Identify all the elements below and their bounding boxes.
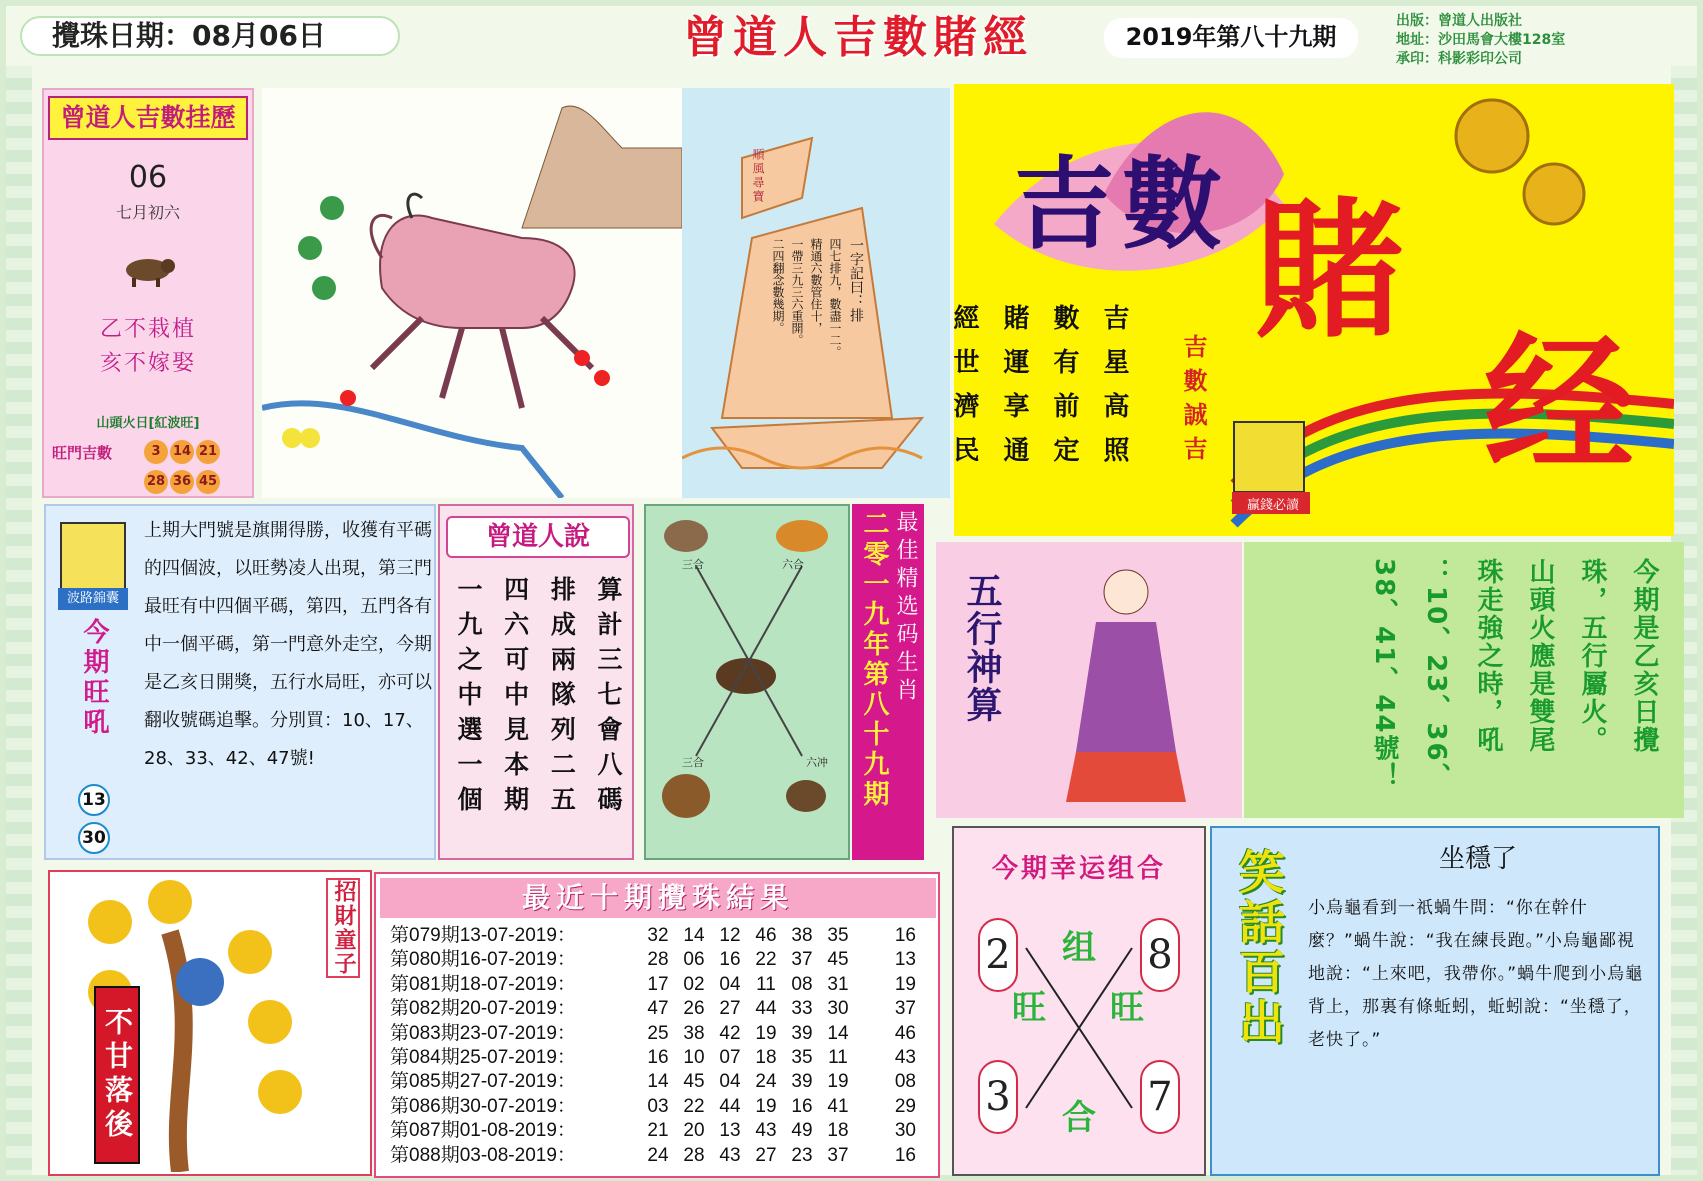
result-number: 44 — [755, 998, 777, 1020]
result-number: 49 — [791, 1120, 813, 1142]
result-number: 33 — [791, 998, 813, 1020]
calendar-day: 06 — [128, 160, 168, 195]
result-special-number: 19 — [894, 973, 916, 995]
result-period: 第086期30-07-2019： — [390, 1095, 576, 1117]
ship-illustration — [682, 88, 950, 498]
combo-char: 旺 — [1110, 988, 1144, 1028]
result-number: 27 — [755, 1144, 777, 1166]
result-number: 21 — [647, 1120, 669, 1142]
zodiac-label: 三合 — [682, 756, 704, 769]
result-number: 19 — [755, 1022, 777, 1044]
result-number: 08 — [791, 973, 813, 995]
address-line: 地址：沙田馬會大樓128室 — [1396, 32, 1566, 48]
lucky-ball: 36 — [170, 470, 194, 494]
results-title: 最近十期攪珠結果 — [380, 878, 936, 918]
result-row — [390, 997, 930, 1021]
result-number: 30 — [827, 998, 849, 1020]
result-number: 11 — [756, 973, 776, 995]
result-special-number: 29 — [894, 1095, 916, 1117]
ship-poem-line: 一帶三九三六重開。 — [790, 238, 804, 346]
banner-poem-col: 賭運享通 — [999, 304, 1029, 480]
result-number: 14 — [647, 1071, 669, 1093]
result-number: 06 — [683, 949, 705, 971]
ox-illustration — [262, 88, 682, 498]
ship-flag-text: 順風尋寶 — [751, 148, 765, 204]
wuxing-text-col: 今期是乙亥日攪 — [1629, 558, 1659, 754]
result-number: 24 — [647, 1144, 669, 1166]
zodiac-label: 三合 — [682, 558, 704, 571]
lunar-date: 七月初六 — [115, 203, 180, 222]
lucky-numbers-label: 旺門吉數 — [52, 444, 113, 462]
jokes-section — [1210, 826, 1660, 1176]
zodiac-side-banner — [852, 504, 924, 860]
lucky-ball: 14 — [170, 440, 194, 464]
result-row — [390, 1144, 930, 1168]
combo-char: 旺 — [1012, 988, 1046, 1028]
banner-char-jing: 经 — [1484, 317, 1635, 493]
draw-date: 攪珠日期：08月06日 — [20, 16, 400, 56]
result-number: 39 — [791, 1071, 813, 1093]
result-number: 45 — [827, 949, 849, 971]
zodiac-side-title: 二零一九年第八十九期 — [859, 510, 889, 810]
child-figure-icon — [1036, 552, 1226, 808]
lucky-ball: 45 — [196, 470, 220, 494]
result-number: 22 — [683, 1095, 705, 1117]
result-number: 02 — [683, 973, 705, 995]
joke-body: 小烏龜看到一祇蝸牛問：“你在幹什麼？”蝸牛說：“我在練長跑。”小烏龜鄙視地說：“上來吧，我帶你。”蝸牛爬到小烏龜背上，那裏有條蚯蚓，蚯蚓說：“坐穩了，老快了。” — [1308, 898, 1644, 1050]
result-row — [390, 924, 930, 948]
result-number: 18 — [755, 1047, 777, 1069]
result-number: 44 — [719, 1095, 741, 1117]
pig-icon — [118, 250, 178, 290]
ship-poem-line: 四七排九，數盡一二。 — [828, 238, 842, 358]
banner-poem-col: 經世濟民 — [949, 304, 979, 480]
result-row — [390, 1119, 930, 1143]
result-number: 04 — [719, 973, 741, 995]
issue-number: 2019年第八十九期 — [1104, 18, 1358, 58]
combo-char: 组 — [1062, 928, 1096, 968]
ship-poem-line: 一字記曰：排 — [848, 238, 864, 322]
zeng-says-title: 曾道人說 — [446, 516, 630, 558]
calendar-line-1: 乙不栽植 — [99, 317, 196, 342]
ship-poem-line: 精通六數管住十， — [809, 238, 823, 334]
lucky-numbers — [144, 440, 248, 464]
tiger-icon — [776, 520, 828, 552]
pig-icon — [716, 658, 776, 694]
zodiac-label: 六合 — [782, 558, 804, 571]
result-number: 46 — [755, 925, 777, 946]
ship-poem-line: 二四翻念數幾期。 — [771, 238, 785, 334]
result-special-number: 16 — [894, 1144, 916, 1166]
printer-line: 承印：科影彩印公司 — [1396, 51, 1522, 67]
wuxing-section — [936, 542, 1242, 818]
combo-char: 合 — [1062, 1098, 1096, 1138]
ox-icon — [262, 88, 682, 498]
result-number: 37 — [791, 949, 813, 971]
result-row — [390, 1046, 930, 1070]
lucky-combo — [952, 826, 1206, 1176]
results-table — [390, 924, 930, 1168]
result-number: 31 — [827, 973, 849, 995]
result-period: 第081期18-07-2019： — [390, 973, 576, 995]
result-special-number: 08 — [894, 1071, 916, 1093]
result-special-number: 46 — [894, 1022, 916, 1044]
result-number: 47 — [647, 998, 669, 1020]
publisher-line: 出版：曾道人出版社 — [1396, 13, 1522, 29]
wuxing-text-panel — [1244, 542, 1684, 818]
result-number: 45 — [683, 1071, 705, 1093]
result-number: 27 — [719, 998, 741, 1020]
wangji-side-title: 今期旺吼 — [79, 618, 109, 738]
result-special-number: 37 — [894, 998, 916, 1020]
zeng-says-col: 一九之中選一個 — [454, 576, 483, 821]
result-number: 37 — [827, 1144, 849, 1166]
joke-title: 坐穩了 — [1438, 844, 1517, 874]
banner-poem-col: 數有前定 — [1049, 304, 1079, 480]
result-period: 第083期23-07-2019： — [390, 1022, 576, 1044]
lucky-ball: 28 — [144, 470, 168, 494]
lucky-numbers-row2 — [144, 470, 248, 494]
ship-poem — [770, 238, 866, 438]
result-number: 16 — [719, 949, 741, 971]
result-number: 14 — [827, 1022, 849, 1044]
page-title: 曾道人吉數賭經 — [683, 12, 1033, 63]
banner-char-ji: 吉 — [1014, 145, 1114, 263]
result-number: 11 — [828, 1047, 848, 1069]
result-special-number: 13 — [894, 949, 916, 971]
result-number: 13 — [719, 1120, 741, 1142]
deer-icon — [662, 774, 710, 818]
banner-poem-col: 吉星高照 — [1099, 304, 1129, 480]
banner-panel — [949, 84, 1674, 536]
banner-badge: 贏錢必讀 — [1246, 498, 1299, 513]
result-number: 43 — [719, 1144, 741, 1166]
tongzi-banner: 不甘落後 — [94, 986, 140, 1164]
result-number: 19 — [827, 1071, 849, 1093]
zeng-says-columns — [450, 576, 626, 856]
zeng-says-col: 排成兩隊列二五 — [547, 576, 577, 821]
lucky-ball: 21 — [196, 440, 220, 464]
zeng-says-section — [438, 504, 634, 860]
result-row — [390, 1070, 930, 1094]
wangji-body: 上期大門號是旗開得勝，收獲有平碼的四個波，以旺勢凌人出現，第三門最旺有中四個平碼，第四，五門各有中一個平碼，第一門意外走空，今期是乙亥日開獎，五行水局旺，亦可以翻收號碼追擊。分別買：10、17、28、33、42、47號! — [144, 520, 432, 769]
zodiac-side-sub: 最佳精选码生肖 — [893, 510, 918, 706]
result-number: 38 — [683, 1022, 705, 1044]
combo-title: 今期幸运组合 — [991, 854, 1166, 884]
result-number: 22 — [755, 949, 777, 971]
zeng-says-col: 算計三七會八碼 — [593, 576, 623, 821]
combo-number: 2 — [978, 918, 1018, 992]
result-period: 第080期16-07-2019： — [390, 949, 576, 971]
tongzi-label: 招財童子 — [326, 878, 360, 978]
wuxing-text-col: ：10、23、36、 — [1421, 558, 1451, 791]
result-number: 03 — [647, 1095, 669, 1117]
result-number: 41 — [827, 1095, 849, 1117]
zeng-says-col: 四六可中見本期 — [500, 576, 530, 821]
result-number: 16 — [791, 1095, 813, 1117]
calendar-title: 曾道人吉數挂歷 — [48, 96, 248, 140]
result-special-number: 43 — [894, 1047, 916, 1069]
result-number: 20 — [683, 1120, 705, 1142]
left-border-strip — [6, 66, 32, 1175]
lucky-calendar — [42, 88, 254, 498]
wuxing-text-col: 38、41、44號！ — [1369, 558, 1399, 791]
result-number: 28 — [683, 1144, 705, 1166]
result-period: 第084期25-07-2019： — [390, 1047, 576, 1069]
wuxing-text-col: 珠，五行屬火。 — [1577, 558, 1607, 754]
result-period: 第079期13-07-2019： — [390, 925, 576, 946]
combo-number: 8 — [1140, 918, 1180, 992]
rabbit-icon — [664, 520, 708, 552]
combo-number: 7 — [1140, 1060, 1180, 1134]
result-number: 14 — [683, 925, 705, 946]
result-period: 第085期27-07-2019： — [390, 1071, 576, 1093]
result-row — [390, 1095, 930, 1119]
result-number: 32 — [647, 925, 669, 946]
hand-icon — [60, 522, 126, 598]
banner-jicheng: 吉數誠吉 — [1179, 334, 1207, 470]
result-number: 28 — [647, 949, 669, 971]
wangji-circle-number: 13 — [78, 784, 110, 816]
result-row — [390, 973, 930, 997]
recent-results — [374, 872, 940, 1178]
result-special-number: 16 — [894, 925, 916, 946]
wuxing-title: 五行神算 — [961, 572, 1002, 724]
result-number: 18 — [827, 1120, 849, 1142]
publisher-info — [1396, 12, 1666, 69]
calendar-element: 山頭火日[紅波旺] — [96, 416, 200, 431]
wuxing-text-col: 山頭火應是雙尾 — [1525, 558, 1555, 754]
result-number: 35 — [827, 925, 849, 946]
result-row — [390, 1022, 930, 1046]
wangji-circle-number: 30 — [78, 822, 110, 854]
result-number: 04 — [719, 1071, 741, 1093]
result-number: 07 — [719, 1047, 741, 1069]
result-number: 38 — [791, 925, 813, 946]
result-number: 42 — [719, 1022, 741, 1044]
result-number: 26 — [683, 998, 705, 1020]
result-special-number: 30 — [894, 1120, 916, 1142]
result-period: 第087期01-08-2019： — [390, 1120, 576, 1142]
result-number: 43 — [755, 1120, 777, 1142]
wuxing-text-col: 珠走強之時，吼 — [1473, 558, 1503, 754]
result-period: 第082期20-07-2019： — [390, 998, 576, 1020]
snake-icon — [786, 780, 826, 812]
result-number: 35 — [791, 1047, 813, 1069]
jokes-side-title: 笑話百出 — [1232, 848, 1286, 1048]
zodiac-animals — [646, 506, 852, 862]
banner-char-du: 賭 — [1254, 183, 1405, 359]
lucky-ball: 3 — [144, 440, 168, 464]
zodiac-label: 六冲 — [806, 756, 828, 769]
result-number: 12 — [719, 925, 741, 946]
wuxing-text-columns — [1360, 558, 1668, 808]
combo-number: 3 — [978, 1060, 1018, 1134]
result-number: 24 — [755, 1071, 777, 1093]
result-row — [390, 948, 930, 972]
banner-char-shu: 數 — [1122, 145, 1222, 263]
result-number: 23 — [791, 1144, 813, 1166]
result-number: 25 — [647, 1022, 669, 1044]
wangji-badge-label: 波路錦囊 — [58, 588, 128, 610]
zodiac-section — [644, 504, 850, 860]
calendar-line-2: 亥不嫁娶 — [99, 351, 196, 376]
result-number: 39 — [791, 1022, 813, 1044]
result-number: 10 — [683, 1047, 705, 1069]
wangji-section — [44, 504, 436, 860]
result-period: 第088期03-08-2019： — [390, 1144, 576, 1166]
result-number: 17 — [647, 973, 669, 995]
result-number: 19 — [755, 1095, 777, 1117]
result-number: 16 — [647, 1047, 669, 1069]
